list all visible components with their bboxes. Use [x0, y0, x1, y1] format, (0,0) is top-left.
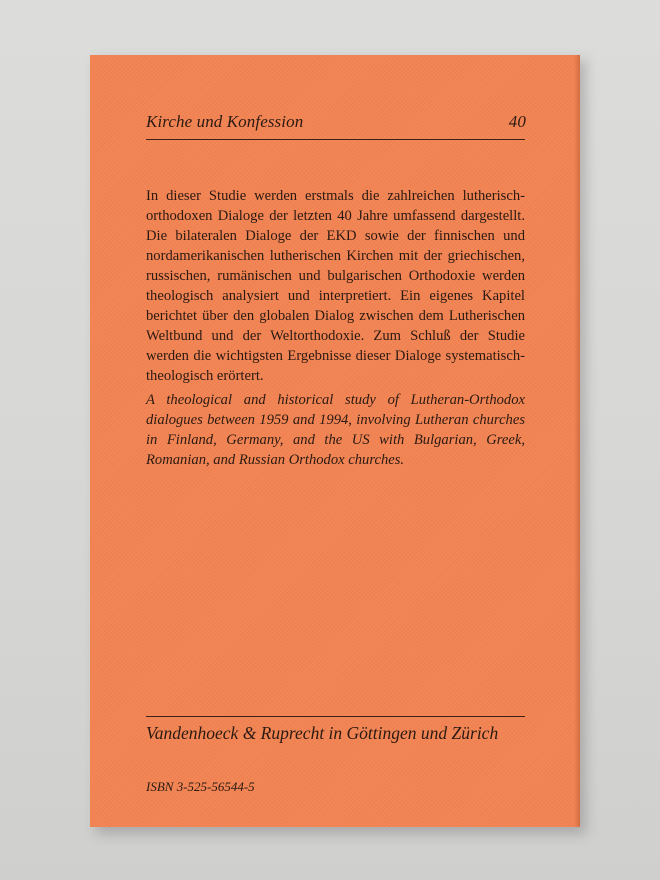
publisher-line: Vandenhoeck & Ruprecht in Göttingen und Zürich [146, 723, 499, 743]
cover-edge [574, 55, 580, 827]
series-title: Kirche und Konfession [146, 112, 304, 131]
top-divider [146, 139, 525, 140]
isbn: ISBN 3-525-56544-5 [146, 779, 255, 794]
book-back-cover [90, 55, 580, 827]
english-blurb: A theological and historical study of Lutheran-Orthodox dialogues between 1959 and 1994, involving Lutheran churches in Finland, Germany, and the US with Bulgarian, Greek, Romanian, and Russian Orthodox churches. [146, 392, 525, 468]
volume-number: 40 [508, 112, 526, 131]
series-header [146, 112, 526, 132]
bottom-divider [146, 716, 525, 717]
german-blurb: In dieser Studie werden erstmals die zahlreichen lutherisch-orthodoxen Dialoge der letzten 40 Jahre umfassend dargestellt. Die bilateralen Dialoge der EKD sowie der finnischen und nordamerikanischen lutherischen Kirchen mit der griechischen, russischen, rumänischen und bulgarischen Orthodoxie werden theologisch analysiert und interpretiert. Ein eigenes Kapitel berichtet über den globalen Dialog zwischen dem Lutherischen Weltbund und der Weltorthodoxie. Zum Schluß der Studie werden die wichtigsten Ergebnisse dieser Dialoge systematisch-theologisch erörtert. [146, 188, 525, 384]
